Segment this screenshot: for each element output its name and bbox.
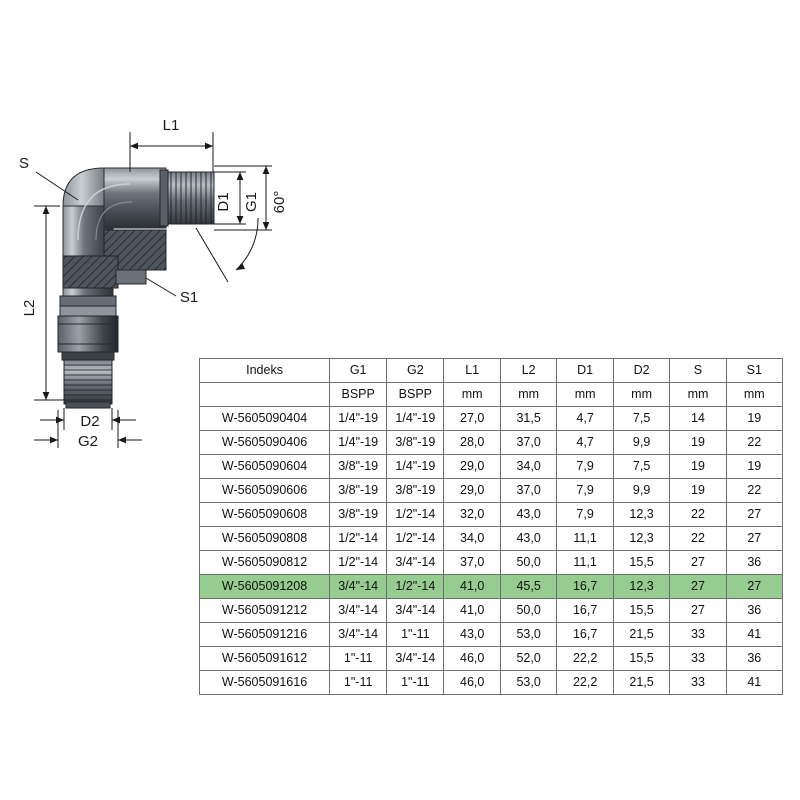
unit-s1: mm [726, 383, 782, 407]
s-hex-flats [60, 296, 116, 316]
cell-value: 1"-11 [330, 647, 387, 671]
g1-male-thread [160, 170, 214, 226]
unit-d2: mm [613, 383, 669, 407]
cell-value: 3/4"-14 [387, 551, 444, 575]
fitting-body [58, 168, 214, 408]
table-row [200, 407, 783, 431]
unit-g2: BSPP [387, 383, 444, 407]
cell-value: 15,5 [613, 599, 669, 623]
label-G2: G2 [77, 433, 99, 450]
s1-collar [116, 270, 146, 284]
cell-value: 32,0 [444, 503, 500, 527]
cell-value: 3/4"-14 [330, 575, 387, 599]
table-row [200, 599, 783, 623]
cell-value: 1"-11 [387, 623, 444, 647]
table-row [200, 623, 783, 647]
cell-indeks: W-5605090606 [200, 479, 330, 503]
cell-value: 7,9 [557, 503, 613, 527]
table-head [200, 359, 783, 407]
table-row [200, 647, 783, 671]
cell-value: 1/4"-19 [387, 407, 444, 431]
cell-indeks: W-5605091208 [200, 575, 330, 599]
cell-value: 16,7 [557, 623, 613, 647]
cell-value: 19 [670, 479, 726, 503]
cell-value: 43,0 [500, 527, 556, 551]
table-row [200, 455, 783, 479]
unit-g1: BSPP [330, 383, 387, 407]
g2-male-thread [64, 360, 112, 408]
cell-value: 1"-11 [330, 671, 387, 695]
cell-value: 53,0 [500, 671, 556, 695]
table-row [200, 527, 783, 551]
label-L2: L2 [21, 299, 38, 317]
cell-value: 41 [726, 671, 782, 695]
cell-value: 4,7 [557, 407, 613, 431]
cell-value: 37,0 [444, 551, 500, 575]
cell-value: 3/8"-19 [387, 431, 444, 455]
cell-value: 1/4"-19 [387, 455, 444, 479]
table-row [200, 671, 783, 695]
col-header-s: S [670, 359, 726, 383]
cell-value: 36 [726, 551, 782, 575]
cell-value: 4,7 [557, 431, 613, 455]
unit-s: mm [670, 383, 726, 407]
cell-indeks: W-5605091216 [200, 623, 330, 647]
cell-value: 1/2"-14 [387, 527, 444, 551]
cell-indeks: W-5605090604 [200, 455, 330, 479]
cell-value: 41,0 [444, 575, 500, 599]
col-header-d2: D2 [613, 359, 669, 383]
cell-value: 9,9 [613, 479, 669, 503]
cell-value: 19 [670, 431, 726, 455]
table-header-row [200, 359, 783, 383]
cell-value: 19 [670, 455, 726, 479]
label-L1: L1 [162, 117, 180, 134]
unit-l1: mm [444, 383, 500, 407]
oring-groove [62, 352, 114, 360]
table-body [200, 407, 783, 695]
cell-value: 52,0 [500, 647, 556, 671]
cell-indeks: W-5605090808 [200, 527, 330, 551]
cell-value: 22 [670, 527, 726, 551]
cell-value: 27 [670, 599, 726, 623]
cell-indeks: W-5605091612 [200, 647, 330, 671]
cell-value: 27 [670, 575, 726, 599]
cell-value: 46,0 [444, 671, 500, 695]
cell-value: 21,5 [613, 623, 669, 647]
label-D2: D2 [80, 413, 100, 430]
col-header-l1: L1 [444, 359, 500, 383]
cell-value: 22 [726, 431, 782, 455]
cell-value: 50,0 [500, 599, 556, 623]
cell-value: 27,0 [444, 407, 500, 431]
cell-value: 34,0 [444, 527, 500, 551]
table-row [200, 551, 783, 575]
lower-hex-nut [58, 316, 118, 352]
cell-value: 3/8"-19 [330, 503, 387, 527]
cell-value: 1/2"-14 [330, 527, 387, 551]
cell-value: 43,0 [444, 623, 500, 647]
cell-value: 1/4"-19 [330, 407, 387, 431]
cell-value: 9,9 [613, 431, 669, 455]
label-D1: D1 [215, 192, 232, 212]
cell-value: 7,5 [613, 455, 669, 479]
cell-value: 36 [726, 647, 782, 671]
cell-value: 27 [670, 551, 726, 575]
col-header-g2: G2 [387, 359, 444, 383]
cell-value: 1/2"-14 [387, 503, 444, 527]
cell-value: 19 [726, 455, 782, 479]
cell-value: 12,3 [613, 503, 669, 527]
cell-value: 3/4"-14 [387, 599, 444, 623]
col-header-indeks: Indeks [200, 359, 330, 383]
cell-value: 53,0 [500, 623, 556, 647]
specification-table-container [199, 358, 783, 695]
cell-value: 3/8"-19 [387, 479, 444, 503]
col-header-d1: D1 [557, 359, 613, 383]
col-header-l2: L2 [500, 359, 556, 383]
cell-value: 16,7 [557, 599, 613, 623]
cell-value: 3/8"-19 [330, 479, 387, 503]
cell-value: 7,5 [613, 407, 669, 431]
specification-table [199, 358, 783, 695]
cell-value: 1"-11 [387, 671, 444, 695]
cell-value: 22 [670, 503, 726, 527]
cell-value: 37,0 [500, 431, 556, 455]
cell-value: 41,0 [444, 599, 500, 623]
cell-value: 33 [670, 623, 726, 647]
cell-value: 14 [670, 407, 726, 431]
cell-value: 11,1 [557, 551, 613, 575]
cell-value: 37,0 [500, 479, 556, 503]
cell-indeks: W-5605090406 [200, 431, 330, 455]
cell-value: 12,3 [613, 527, 669, 551]
unit-indeks [200, 383, 330, 407]
cell-value: 19 [726, 407, 782, 431]
label-S: S [18, 155, 30, 172]
cell-value: 34,0 [500, 455, 556, 479]
cell-indeks: W-5605091212 [200, 599, 330, 623]
table-row [200, 503, 783, 527]
table-row [200, 479, 783, 503]
cell-value: 27 [726, 575, 782, 599]
cell-value: 1/4"-19 [330, 431, 387, 455]
cell-value: 1/2"-14 [387, 575, 444, 599]
cell-value: 46,0 [444, 647, 500, 671]
unit-d1: mm [557, 383, 613, 407]
cell-value: 22,2 [557, 647, 613, 671]
cell-value: 22,2 [557, 671, 613, 695]
cell-value: 3/4"-14 [330, 623, 387, 647]
cell-value: 43,0 [500, 503, 556, 527]
cell-value: 15,5 [613, 647, 669, 671]
col-header-s1: S1 [726, 359, 782, 383]
table-row [200, 431, 783, 455]
cell-value: 21,5 [613, 671, 669, 695]
label-angle-60: 60° [271, 190, 288, 214]
unit-l2: mm [500, 383, 556, 407]
cell-value: 3/4"-14 [330, 599, 387, 623]
cell-value: 27 [726, 503, 782, 527]
label-G1: G1 [243, 191, 260, 213]
cell-value: 45,5 [500, 575, 556, 599]
cell-value: 16,7 [557, 575, 613, 599]
cell-value: 28,0 [444, 431, 500, 455]
cell-value: 33 [670, 647, 726, 671]
col-header-g1: G1 [330, 359, 387, 383]
cell-value: 1/2"-14 [330, 551, 387, 575]
cell-indeks: W-5605091616 [200, 671, 330, 695]
cell-value: 33 [670, 671, 726, 695]
cell-value: 41 [726, 623, 782, 647]
cell-value: 3/8"-19 [330, 455, 387, 479]
cell-value: 3/4"-14 [387, 647, 444, 671]
table-row [200, 575, 783, 599]
table-units-row [200, 383, 783, 407]
cell-indeks: W-5605090608 [200, 503, 330, 527]
cell-value: 27 [726, 527, 782, 551]
cell-value: 7,9 [557, 479, 613, 503]
cell-value: 29,0 [444, 479, 500, 503]
cell-indeks: W-5605090404 [200, 407, 330, 431]
cell-value: 12,3 [613, 575, 669, 599]
cell-value: 36 [726, 599, 782, 623]
cell-value: 7,9 [557, 455, 613, 479]
cell-value: 29,0 [444, 455, 500, 479]
cell-indeks: W-5605090812 [200, 551, 330, 575]
label-S1: S1 [179, 289, 199, 306]
cell-value: 15,5 [613, 551, 669, 575]
cell-value: 11,1 [557, 527, 613, 551]
cell-value: 50,0 [500, 551, 556, 575]
cell-value: 31,5 [500, 407, 556, 431]
cell-value: 22 [726, 479, 782, 503]
